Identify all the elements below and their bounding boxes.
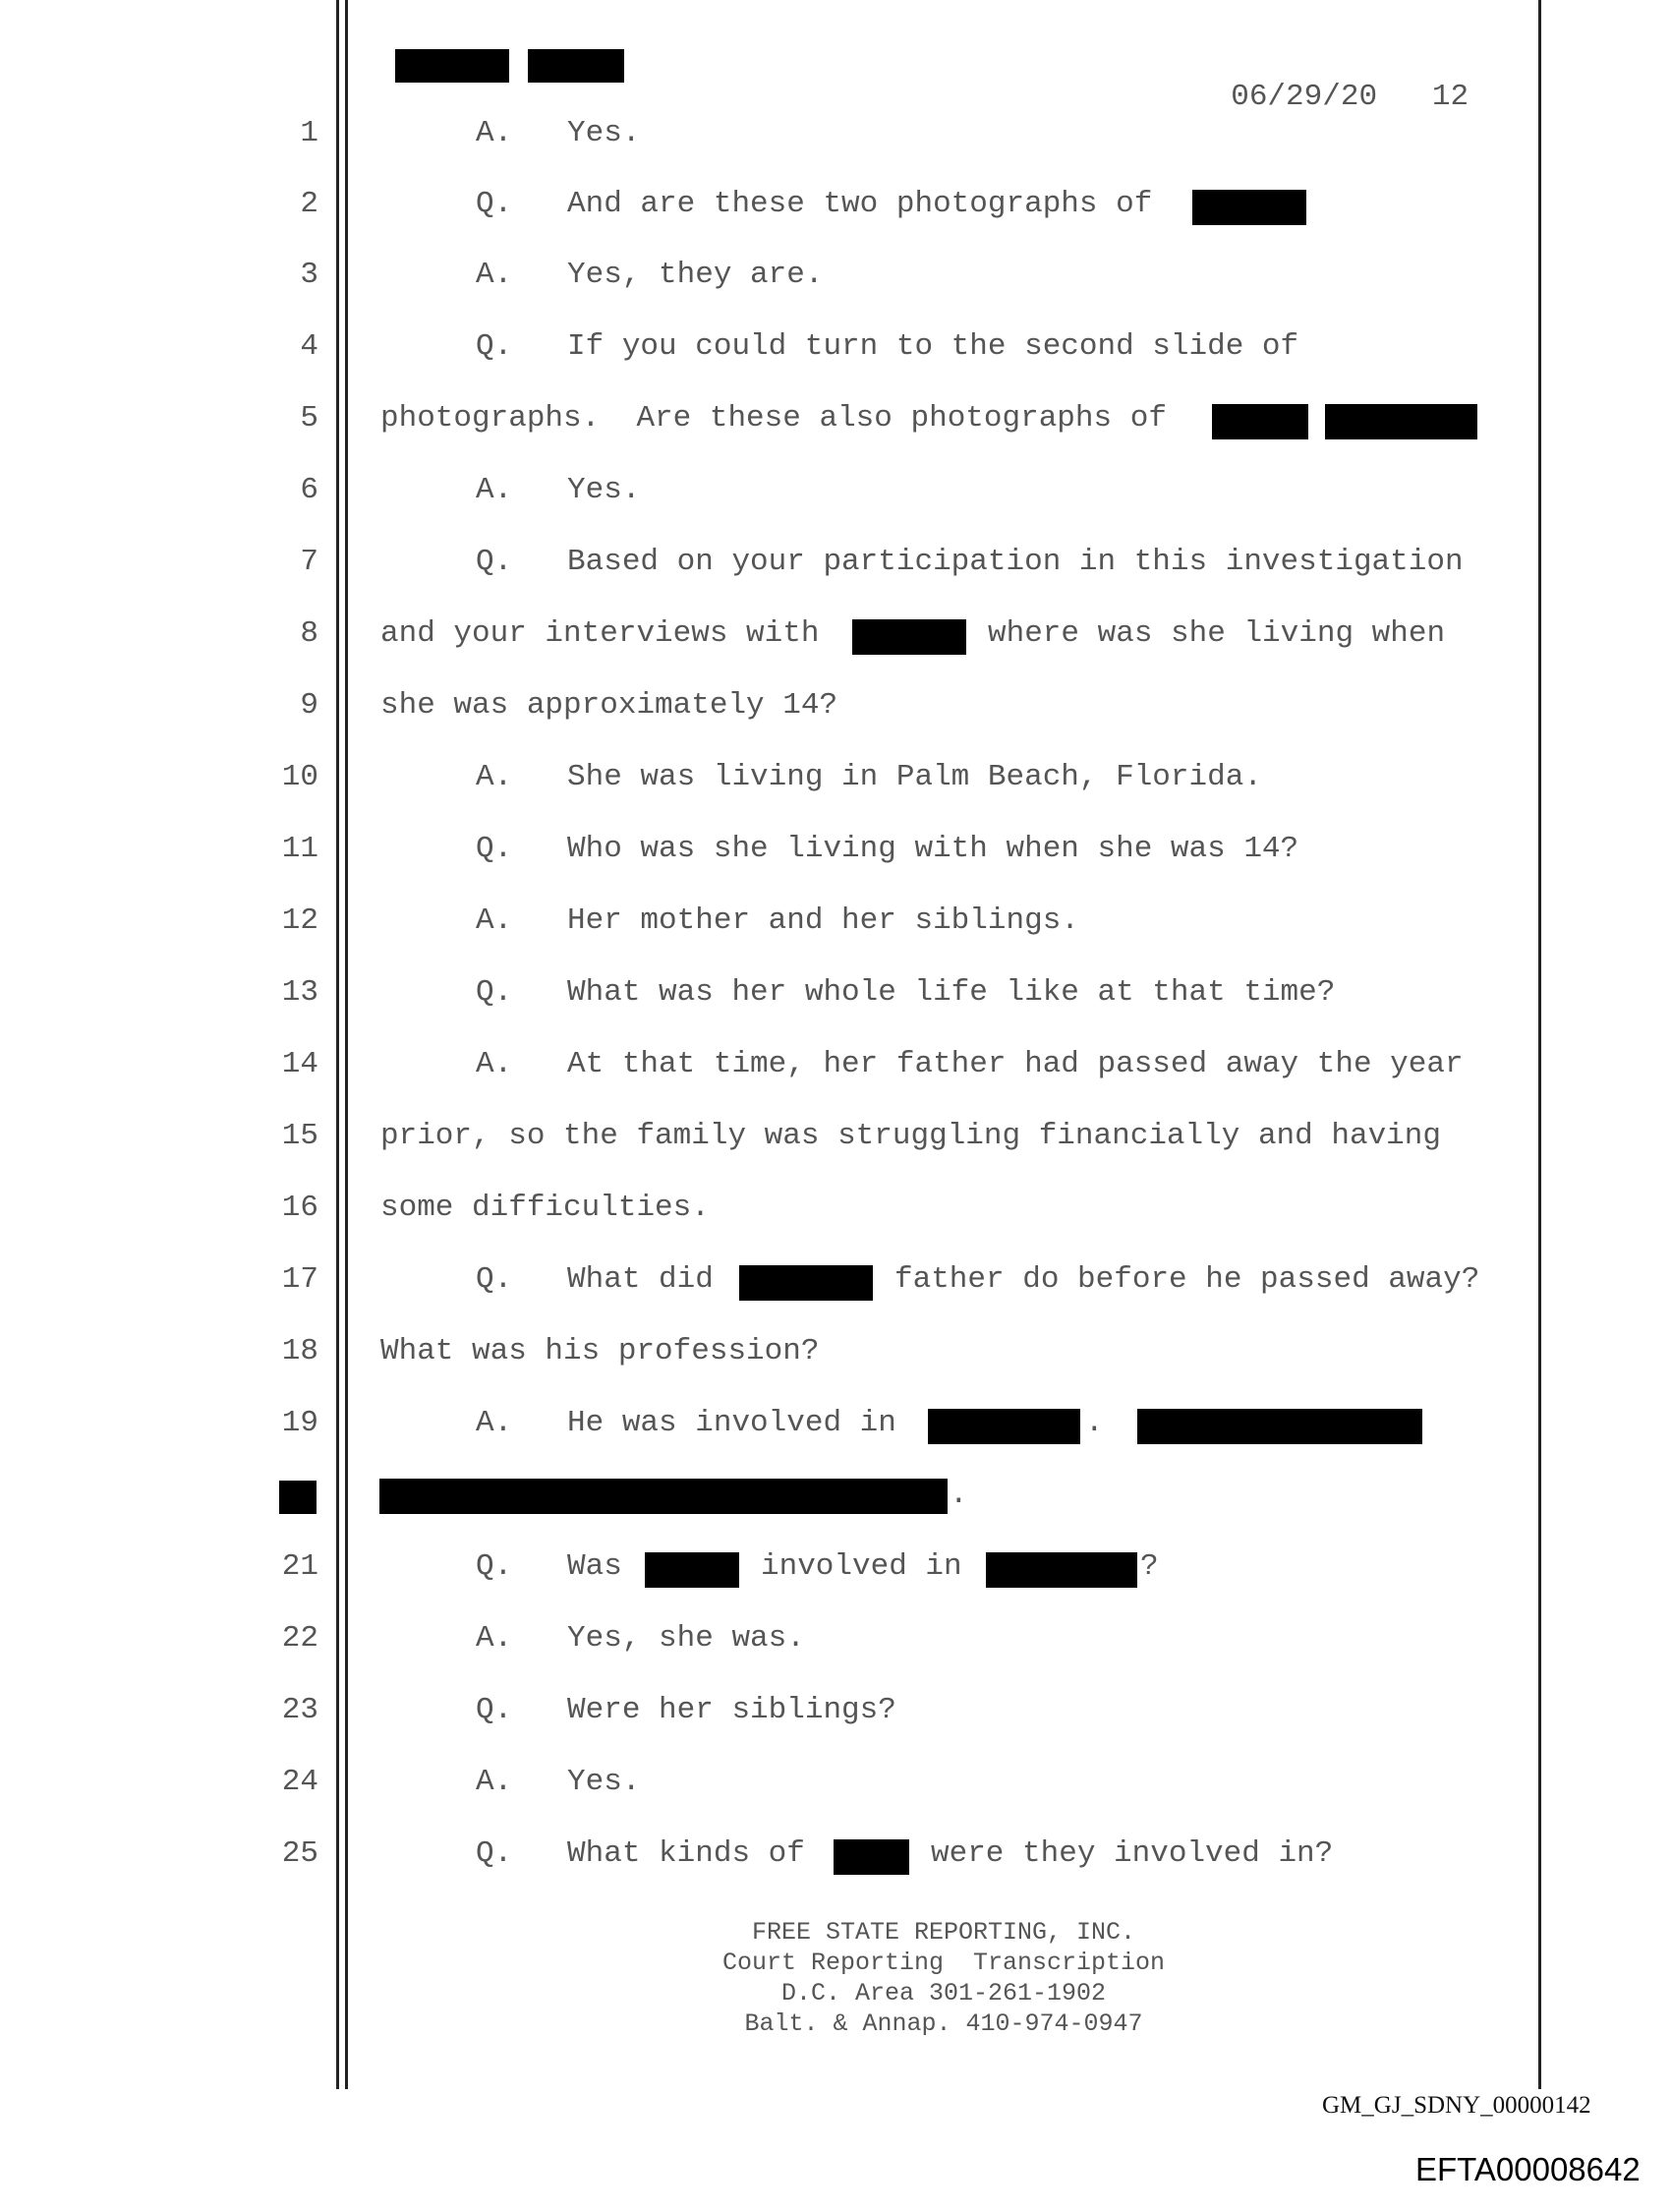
transcript-line: A. She was living in Palm Beach, Florida. xyxy=(476,760,1262,794)
transcript-line: A. Yes, they are. xyxy=(476,258,824,292)
reporter-footer xyxy=(614,1917,1273,2039)
transcript-line: where was she living when xyxy=(988,616,1446,651)
line-number: 11 xyxy=(281,832,318,866)
transcript-line: Q. Based on your participation in this investigation xyxy=(476,545,1464,579)
right-margin-rule xyxy=(1538,0,1541,2089)
line-number: 21 xyxy=(281,1549,318,1584)
footer-services: Court Reporting Transcription xyxy=(721,1949,1166,1977)
transcript-line: Q. Was xyxy=(476,1549,622,1584)
line-number: 9 xyxy=(300,688,318,723)
line-number: 4 xyxy=(300,329,318,364)
transcript-date: 06/29/20 xyxy=(1231,80,1378,114)
transcript-line: . xyxy=(950,1478,968,1512)
line-number: 2 xyxy=(300,187,318,221)
transcript-line: A. Her mother and her siblings. xyxy=(476,903,1079,938)
line-number: 17 xyxy=(281,1262,318,1297)
transcript-line: . xyxy=(1085,1406,1104,1440)
transcript-line: and your interviews with xyxy=(380,616,820,651)
redaction-box xyxy=(645,1552,739,1588)
transcript-line: A. At that time, her father had passed away the year xyxy=(476,1047,1464,1081)
transcript-line: Q. What kinds of xyxy=(476,1836,805,1871)
line-number: 16 xyxy=(281,1191,318,1225)
transcript-line: photographs. Are these also photographs of xyxy=(380,401,1167,436)
line-number: 15 xyxy=(281,1119,318,1153)
redaction-box xyxy=(1192,190,1306,225)
redaction-box xyxy=(379,1479,948,1514)
transcript-line: A. Yes. xyxy=(476,1765,641,1799)
transcript-line: Q. What did xyxy=(476,1262,714,1297)
efta-number: EFTA00008642 xyxy=(1415,2151,1641,2187)
redaction-box xyxy=(928,1409,1080,1444)
transcript-line: Q. Were her siblings? xyxy=(476,1693,896,1727)
bates-number: GM_GJ_SDNY_00000142 xyxy=(1322,2092,1591,2119)
transcript-line: some difficulties. xyxy=(380,1191,710,1225)
line-number: 3 xyxy=(300,258,318,292)
transcript-line: father do before he passed away? xyxy=(894,1262,1480,1297)
transcript-line: were they involved in? xyxy=(931,1836,1334,1871)
line-number: 14 xyxy=(281,1047,318,1081)
transcript-line: Q. If you could turn to the second slide of xyxy=(476,329,1299,364)
footer-dc-phone: D.C. Area 301-261-1902 xyxy=(780,1979,1107,2008)
footer-company: FREE STATE REPORTING, INC. xyxy=(751,1918,1136,1947)
line-number: 18 xyxy=(281,1334,318,1368)
line-number: 13 xyxy=(281,975,318,1010)
line-number: 19 xyxy=(281,1406,318,1440)
transcript-line: A. He was involved in xyxy=(476,1406,896,1440)
redaction-box xyxy=(852,619,966,655)
page-number: 12 xyxy=(1431,80,1469,114)
line-number: 12 xyxy=(281,903,318,938)
left-margin-rule-outer xyxy=(336,0,339,2089)
redaction-box xyxy=(739,1265,873,1301)
line-number: 22 xyxy=(281,1621,318,1656)
header-date xyxy=(1194,45,1469,114)
transcript-line: What was his profession? xyxy=(380,1334,820,1368)
transcript-line: involved in xyxy=(761,1549,962,1584)
redaction-box xyxy=(986,1552,1137,1588)
line-number: 23 xyxy=(281,1693,318,1727)
footer-balt-phone: Balt. & Annap. 410-974-0947 xyxy=(744,2009,1143,2038)
transcript-line: Q. And are these two photographs of xyxy=(476,187,1153,221)
line-number: 6 xyxy=(300,473,318,507)
header-redaction-1 xyxy=(395,49,509,83)
transcript-line: Q. Who was she living with when she was 14? xyxy=(476,832,1299,866)
line-number: 1 xyxy=(300,116,318,150)
line-number: 8 xyxy=(300,616,318,651)
transcript-line: A. Yes. xyxy=(476,116,641,150)
redaction-box xyxy=(1137,1409,1422,1444)
redaction-box xyxy=(1212,404,1308,439)
transcript-line: A. Yes. xyxy=(476,473,641,507)
line-number: 7 xyxy=(300,545,318,579)
left-margin-rule-inner xyxy=(345,0,348,2089)
transcript-line: prior, so the family was struggling financially and having xyxy=(380,1119,1441,1153)
transcript-line: A. Yes, she was. xyxy=(476,1621,805,1656)
header-redaction-2 xyxy=(528,49,624,83)
line-number: 25 xyxy=(281,1836,318,1871)
transcript-line: ? xyxy=(1140,1549,1159,1584)
line-number: 10 xyxy=(281,760,318,794)
transcript-line: Q. What was her whole life like at that time? xyxy=(476,975,1336,1010)
line-number: 5 xyxy=(300,401,318,436)
transcript-line: she was approximately 14? xyxy=(380,688,838,723)
redaction-box xyxy=(834,1839,909,1875)
redaction-box xyxy=(1325,404,1477,439)
line-number: 24 xyxy=(281,1765,318,1799)
line-number-redaction xyxy=(279,1481,317,1514)
